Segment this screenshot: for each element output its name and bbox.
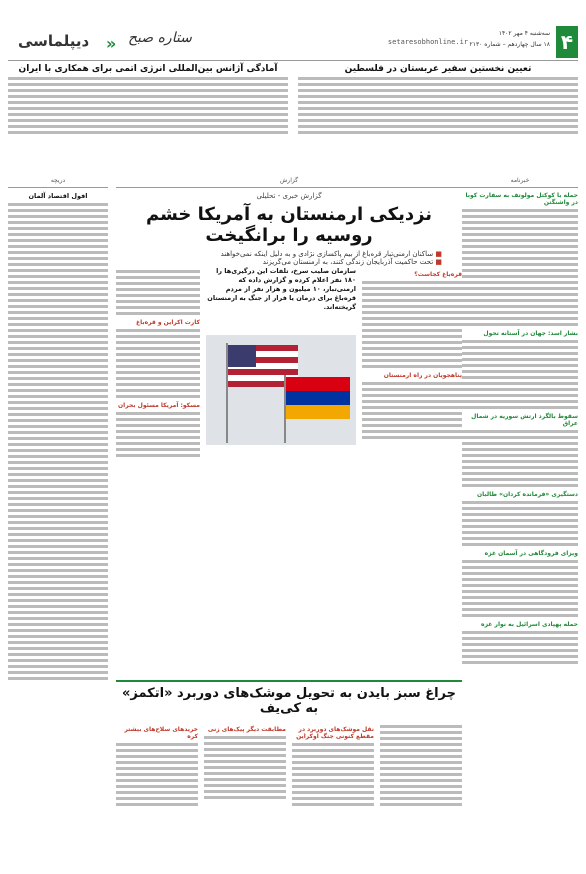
subhead: پناهجویان در راه ارمنستان: [383, 372, 462, 379]
text-lines: [362, 382, 462, 439]
column-rubric: دریچه: [8, 175, 108, 188]
flags-illustration: [206, 335, 356, 445]
text-lines: [292, 743, 374, 806]
bullet-line: ■ ساکنان ارمنی‌تبار قره‌باغ از بیم پاکسازی نژادی و به دلیل اینکه نمی‌خواهند: [116, 250, 442, 258]
brief-headline[interactable]: بشار اسد: جهان در آستانه تحول: [483, 330, 578, 337]
section-title: دیپلماسی: [18, 32, 90, 50]
top-story: [298, 64, 578, 152]
column-rubric: گزارش: [116, 175, 462, 188]
top-story-title[interactable]: تعیین نخستین سفیر عربستان در فلسطین: [344, 64, 532, 74]
brief-headline[interactable]: دستگیری «فرمانده کردان» طالبان: [477, 491, 578, 498]
text-lines: [116, 743, 198, 806]
brief-headline[interactable]: حمله پهپادی اسرائیل به نوار غزه: [481, 621, 578, 628]
story-kicker: گزارش خبری - تحلیلی: [256, 192, 322, 200]
page-number: ۴: [556, 26, 578, 58]
top-stories: [8, 64, 578, 152]
issue-date: سه‌شنبه ۴ مهر ۱۴۰۲: [498, 30, 550, 37]
column-headline[interactable]: افول اقتصاد آلمان: [28, 192, 88, 200]
text-lines: [462, 501, 578, 546]
bottom-headline[interactable]: چراغ سبز بایدن به تحویل موشک‌های دوربرد «اتکمز» به کی‌یف: [116, 680, 462, 716]
bottom-story: [116, 680, 462, 809]
text-lines: [462, 560, 578, 617]
text-lines: [8, 77, 288, 134]
column-rubric: خبرنامه: [462, 175, 578, 188]
text-lines: [462, 340, 578, 409]
subhead: نقل موشک‌های دوربرد در مقطع کنونی جنگ اوکراین: [296, 726, 374, 740]
brief-headline[interactable]: ویزای فرودگاهی در آسمان غزه: [484, 550, 578, 557]
story-body-right: [362, 267, 462, 442]
subhead: خریدهای سلاح‌های بیشتر کره: [124, 726, 198, 740]
brief-headline[interactable]: حمله با کوکتل مولوتف به سفارت کوبا در واشنگتن: [465, 192, 578, 206]
subhead: مطابقت دیگر پیک‌های زنی: [207, 726, 286, 733]
subhead: قره‌باغ کجاست؟: [414, 271, 462, 278]
lead-paragraph: سازمان صلیب سرخ، تلفات این درگیری‌ها را ۱۸۰ نفر اعلام کرده و گزارش داده که ارمنی‌تبار، ۱۰ میلیون و هزار نفر از مردم قره‌باغ برای درمان یا فرار از جنگ به ارمنستان گریخته‌اند.: [207, 267, 356, 311]
text-lines: [116, 270, 200, 315]
story-bullets: [116, 250, 462, 266]
bottom-col: [116, 722, 198, 809]
text-lines: [116, 412, 200, 457]
chevron-icon: «: [106, 34, 117, 53]
bottom-col: [380, 722, 462, 809]
masthead: [8, 26, 578, 61]
text-lines: [462, 631, 578, 664]
text-lines: [204, 736, 286, 799]
subhead: مسکو: آمریکا مسئول بحران: [118, 402, 200, 409]
bottom-col: [292, 722, 374, 809]
top-story: [8, 64, 288, 152]
text-lines: [362, 281, 462, 368]
armenia-flag: [286, 377, 350, 419]
subhead: کارت اکراین و قره‌باغ: [135, 319, 200, 326]
top-story-title[interactable]: آمادگی آژانس بین‌المللی انرژی اتمی برای همکاری با ایران: [18, 64, 278, 74]
brief-headline[interactable]: سقوط بالگرد ارتش سوریه در شمال عراق: [471, 413, 578, 427]
bullet-line: ■ تحت حاکمیت آذربایجان زندگی کنند، به ارمنستان می‌گریزند: [116, 258, 442, 266]
text-lines: [8, 203, 108, 680]
issue-number: ۱۸ سال چهاردهم – شماره ۲۱۳۰: [469, 41, 550, 48]
flags-photo: [206, 335, 356, 445]
text-lines: [298, 77, 578, 134]
text-lines: [462, 430, 578, 487]
lead-headline[interactable]: نزدیکی ارمنستان به آمریکا خشم روسیه را برانگیخت: [145, 204, 433, 246]
text-lines: [462, 209, 578, 326]
website-url[interactable]: setaresobhonline.ir: [387, 38, 468, 46]
text-lines: [380, 725, 462, 806]
bottom-col: [204, 722, 286, 809]
text-lines: [116, 329, 200, 398]
story-body-left: [116, 267, 200, 460]
window-column: [8, 175, 108, 683]
newspaper-logo: ستاره صبح: [128, 30, 192, 46]
lead-story: [116, 175, 462, 409]
bottom-columns: [116, 722, 462, 809]
news-brief-column: [462, 175, 578, 667]
